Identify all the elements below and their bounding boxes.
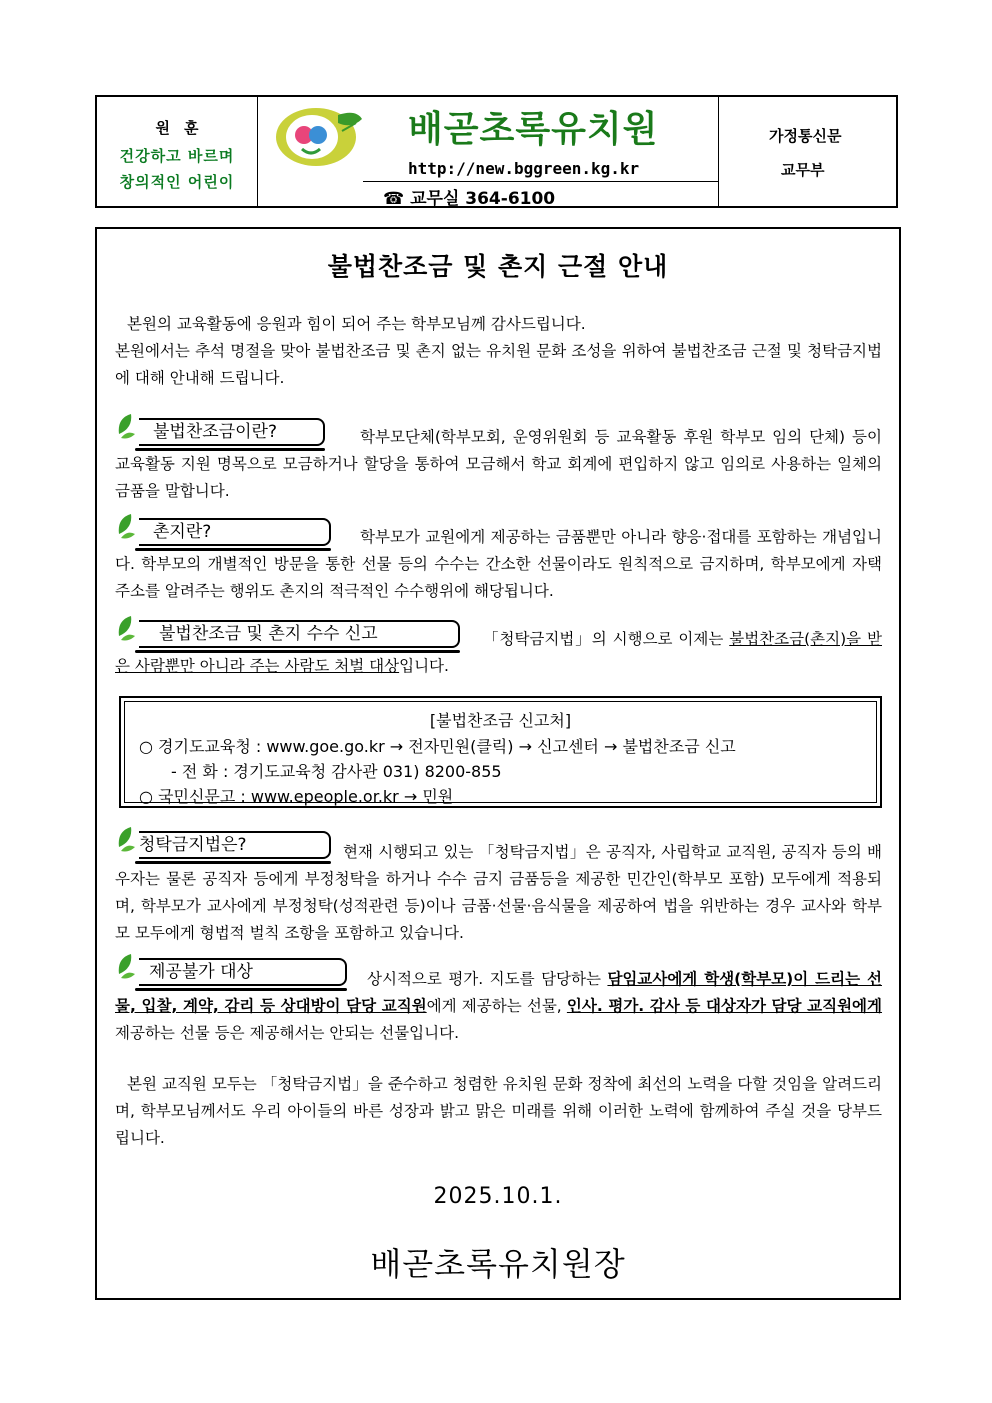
report-line-1: ○ 경기도교육청 : www.goe.go.kr → 전자민원(클릭) → 신고센터 → 불법찬조금 신고 <box>139 737 736 756</box>
s3-text-a: 「청탁금지법」의 시행으로 이제는 <box>483 630 730 648</box>
section-text-s4: 현재 시행되고 있는 「청탁금지법」은 공직자, 사립학교 교직원, 공직자 등의 배우자는 물론 공직자 등에게 부정청탁을 하거나 수수 금지 금품등을 제공한 민간인(학부모 포함) 모두에게 적용되며, 학부모가 교사에게 부정청탁(성적관련 등)이나 금품·선물·음식물을 제공하여 법을 위반하는 경우 교사와 학부모 모두에게 형법적 벌칙 조항을 포함하고 있습니다. <box>115 843 882 942</box>
s3-text-d: 입니다. <box>399 657 449 675</box>
s5-text-d: 인사. 평가. 감사 등 대상자가 담당 교직원에게 <box>566 997 883 1015</box>
doc-info-cell <box>719 97 896 206</box>
section-label-s5: 제공불가 대상 <box>139 958 347 986</box>
header-divider <box>363 181 718 182</box>
s5-text-c: 에게 제공하는 선물, <box>426 997 567 1015</box>
motto-line-2: 창의적인 어린이 <box>119 173 235 191</box>
intro-line-2: 본원에서는 추석 명절을 맞아 불법찬조금 및 촌지 없는 유치원 문화 조성을 위하여 불법찬조금 근절 및 청탁금지법에 대해 안내해 드립니다. <box>115 342 882 387</box>
motto-line-1: 건강하고 바르며 <box>119 147 235 165</box>
section-text-s5 <box>115 966 882 1047</box>
intro-line-1: 본원의 교육활동에 응원과 힘이 되어 주는 학부모님께 감사드립니다. <box>127 315 586 333</box>
report-line-3: ○ 국민신문고 : www.epeople.or.kr → 민원 <box>139 787 454 806</box>
closing-paragraph: 본원 교직원 모두는 「청탁금지법」을 준수하고 청렴한 유치원 문화 정착에 최선의 노력을 다할 것임을 알려드리며, 학부모님께서도 우리 아이들의 바른 성장과 밝고 맑은 미래를 위해 이러한 노력에 함께하여 주실 것을 당부드립니다. <box>115 1075 882 1147</box>
report-box-inner <box>124 701 877 806</box>
school-name: 배곧초록유치원 <box>408 109 659 150</box>
office-phone: ☎ 교무실 364-6100 <box>383 189 556 209</box>
report-contact-box <box>119 696 882 808</box>
signer-name: 배곧초록유치원장 <box>370 1245 626 1283</box>
school-logo <box>272 105 364 169</box>
s3-text-c: 을 받은 사람뿐만 아니라 주는 사람도 처벌 대상 <box>115 630 882 675</box>
section-text-s1: 학부모단체(학부모회, 운영위원회 등 교육활동 후원 학부모 임의 단체) 등이 교육활동 지원 명목으로 모금하거나 할당을 통하여 모금해서 학교 회계에 편입하지 않고 임의로 사용하는 일체의 금품을 말합니다. <box>115 428 882 500</box>
section-text-s3 <box>115 626 882 680</box>
s5-text-e: 제공하는 선물 등은 제공해서는 안되는 선물입니다. <box>115 1024 459 1042</box>
letterhead <box>95 95 898 208</box>
school-url[interactable]: http://new.bggreen.kg.kr <box>408 159 640 178</box>
section-label-s4: 청탁금지법은? <box>139 831 331 859</box>
department: 교무부 <box>781 161 825 179</box>
school-cell <box>258 97 719 209</box>
notice-body <box>95 227 901 1300</box>
notice-date: 2025.10.1. <box>433 1184 563 1209</box>
section-label-s1: 불법찬조금이란? <box>139 418 325 446</box>
notice-title: 불법찬조금 및 촌지 근절 안내 <box>327 252 669 281</box>
s3-text-b: 불법찬조금(촌지) <box>729 630 847 648</box>
s5-text-a: 상시적으로 평가. 지도를 담당하는 <box>367 970 608 988</box>
motto-title: 원훈 <box>155 119 213 137</box>
report-line-2: - 전 화 : 경기도교육청 감사관 031) 8200-855 <box>171 762 502 781</box>
intro-paragraph <box>115 311 882 392</box>
section-label-s3: 불법찬조금 및 촌지 수수 신고 <box>139 620 460 648</box>
report-title: [불법찬조금 신고처] <box>429 711 572 730</box>
section-text-s2: 학부모가 교원에게 제공하는 금품뿐만 아니라 향응·접대를 포함하는 개념입니다. 학부모의 개별적인 방문을 통한 선물 등의 수수는 간소한 선물이라도 원칙적으로 금지하며, 학부모에게 자택 주소를 알려주는 행위도 촌지의 적극적인 수수행위에 해당됩니다. <box>115 528 882 600</box>
s5-text-b: 담임교사에게 학생(학부모)이 드리는 선물, 입찰, 계약, 감리 등 상대방이 담당 교직원 <box>115 970 882 1015</box>
doc-type: 가정통신문 <box>769 127 842 145</box>
motto-cell <box>97 97 258 206</box>
section-label-s2: 촌지란? <box>139 518 331 546</box>
